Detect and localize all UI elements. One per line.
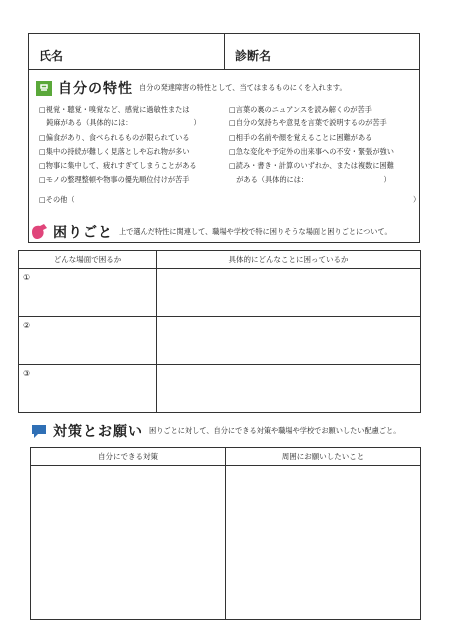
trait-right-5-detail: がある（具体的には： ） (229, 175, 391, 184)
trouble-row-3-detail[interactable] (157, 365, 421, 413)
trouble-title: 困りごと (53, 225, 113, 241)
trait-left-1-detail: 鈍麻がある（具体的には： ） (39, 118, 201, 127)
name-cell (29, 34, 224, 69)
measures-description: 困りごとに対して、自分にできる対策や職場や学校でお願いしたい配慮ごと。 (149, 426, 401, 435)
trait-right-2[interactable]: □自分の気持ちや意見を言葉で説明するのが苦手 (229, 118, 387, 127)
trouble-table (18, 250, 421, 413)
measures-title: 対策とお願い (53, 424, 143, 440)
traits-description: 自分の発達障害の特性として、当てはまるものにくを入れます。 (139, 83, 347, 92)
trouble-row-3-scene[interactable]: ③ (19, 365, 157, 413)
trouble-row-1-detail[interactable] (157, 269, 421, 317)
diagnosis-cell (224, 34, 420, 69)
trouble-col2-header: 具体的にどんなことに困っているか (157, 251, 421, 269)
measures-col2-header: 周囲にお願いしたいこと (226, 448, 421, 466)
trait-left-4[interactable]: □物事に集中して、疲れすぎてしまうことがある (39, 161, 197, 170)
name-row (29, 34, 419, 70)
requests-cell[interactable] (226, 466, 421, 620)
diagnosis-label: 診断名 (235, 49, 272, 63)
trouble-row-2-scene[interactable]: ② (19, 317, 157, 365)
trouble-row (19, 317, 421, 365)
trouble-header (30, 222, 392, 242)
trait-other[interactable]: □その他（ (39, 195, 75, 204)
trait-left-2[interactable]: □偏食があり、食べられるものが限られている (39, 133, 190, 142)
trouble-col1-header: どんな場面で困るか (19, 251, 157, 269)
self-measures-cell[interactable] (31, 466, 226, 620)
traits-header (35, 78, 347, 98)
hand-icon (30, 222, 50, 242)
trait-right-5[interactable]: □読み・書き・計算のいずれか、または複数に困難 (229, 161, 394, 170)
trait-left-1[interactable]: □視覚・聴覚・嗅覚など、感覚に過敏性または (39, 105, 190, 114)
traits-title: 自分の特性 (58, 81, 133, 97)
measures-header (30, 421, 400, 441)
trait-left-3[interactable]: □集中の持続が難しく見落としや忘れ物が多い (39, 147, 190, 156)
trouble-row (19, 365, 421, 413)
trouble-description: 上で選んだ特性に関連して、職場や学校で特に困りそうな場面と困りごとについて。 (119, 227, 392, 236)
trait-right-3[interactable]: □相手の名前や顔を覚えることに困難がある (229, 133, 373, 142)
name-label: 氏名 (39, 49, 64, 63)
puzzle-icon (35, 78, 55, 98)
trait-other-close: ） (413, 195, 421, 204)
trait-right-4[interactable]: □急な変化や予定外の出来事への不安・緊張が強い (229, 147, 394, 156)
measures-table (30, 447, 421, 620)
trouble-row-2-detail[interactable] (157, 317, 421, 365)
trait-left-5[interactable]: □モノの整理整頓や物事の優先順位付けが苦手 (39, 175, 190, 184)
trouble-row-1-scene[interactable]: ① (19, 269, 157, 317)
trait-right-1[interactable]: □言葉の裏のニュアンスを読み解くのが苦手 (229, 105, 372, 114)
speech-icon (30, 421, 50, 441)
trouble-row (19, 269, 421, 317)
profile-section (28, 33, 420, 243)
measures-col1-header: 自分にできる対策 (31, 448, 226, 466)
